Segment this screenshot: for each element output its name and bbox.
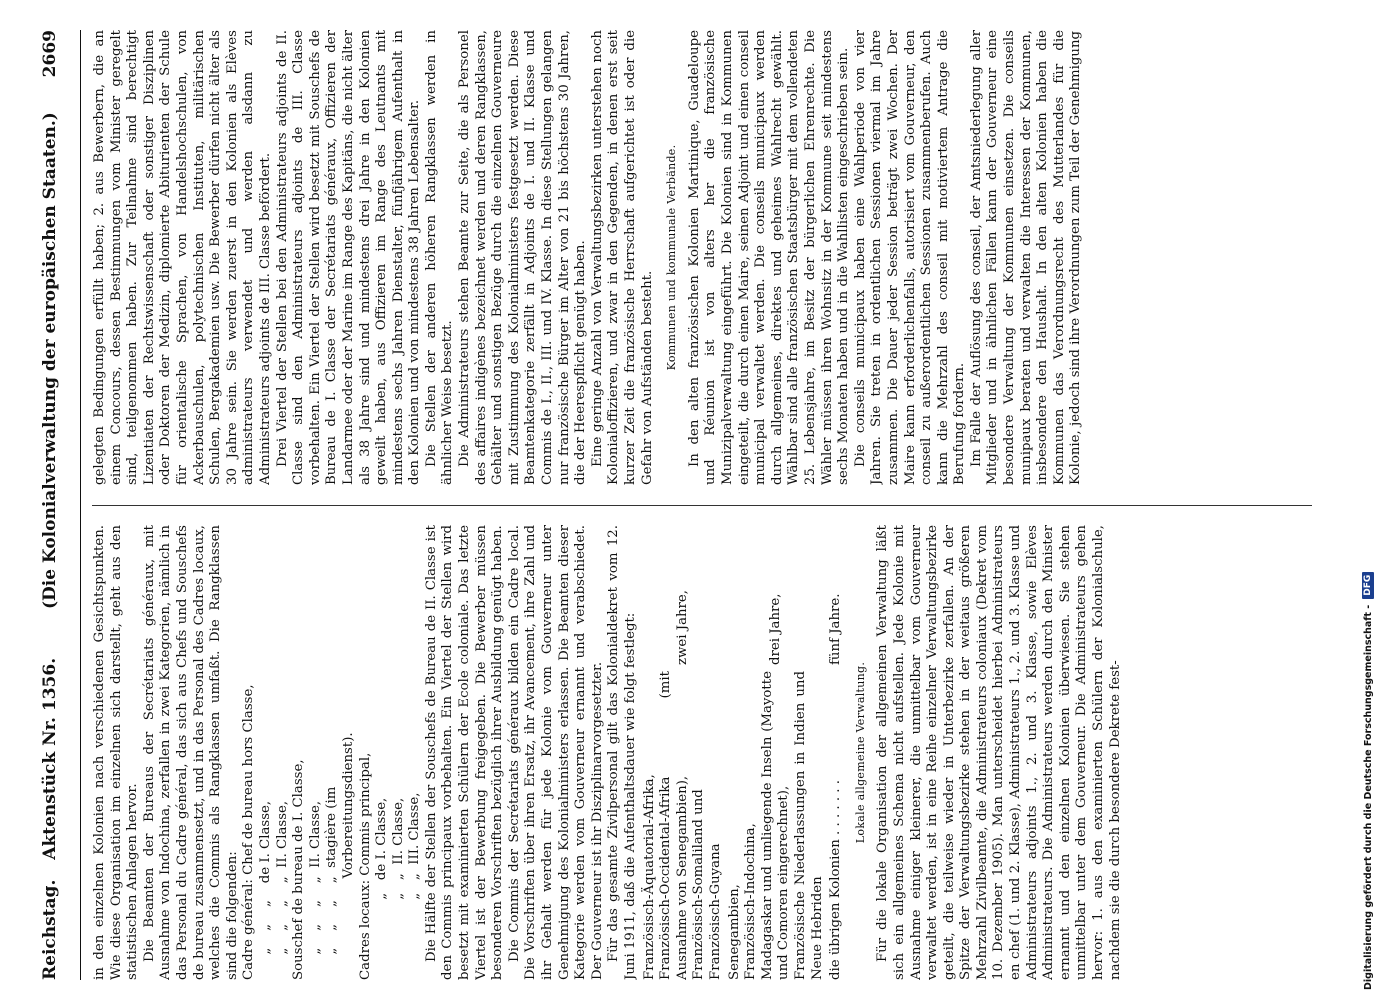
header-rule (80, 30, 81, 980)
list-item: Französisch-Occidental-Afrika (mit Ausnahme von Senegambien), (658, 671, 690, 980)
page-number: 2669 (40, 30, 60, 78)
paragraph: Die Stellen der anderen höheren Rangklassen werden in ähnlicher Weise besetzt. (423, 30, 456, 485)
header-reichstag: Reichstag. (40, 879, 60, 980)
list-item: „ „ III. Classe, (407, 792, 423, 980)
cadre-general-list (241, 525, 357, 980)
list-item: Französisch-Äquatorial-Afrika, (641, 774, 657, 980)
list-item: Französisch-Guyana (707, 843, 723, 980)
list-item: Souschef de bureau de I. Classe, (291, 759, 307, 980)
list-item: Madagaskar und umliegende Inseln (Mayotte und Comoren eingerechnet), (759, 671, 792, 980)
list-item: Französisch-Indochina, (743, 823, 759, 980)
left-column (92, 525, 1322, 980)
list-item: „ „ „ „ II. Classe, (274, 800, 290, 980)
paragraph: Für die lokale Organisation der allgemeinen Verwaltung läßt sich ein allgemeines Schema nicht aufstellen. Jede Kolonie mit Ausnahme einiger kleinerer, die unmittelbar vom Gouverneur verwaltet werden, ist in eine Reihe einzelner Verwaltungsbezirke geteilt, die teilweise wieder in Unterbezirke zerfallen. An der Spitze der Verwaltungsbezirke stehen in der weitaus größeren Mehrzahl Zivilbeamte, die Administrateurs coloniaux (Dekret vom 10. Dezember 1905). Man unterscheidet hierbei Administrateurs en chef (1. und 2. Klasse), Administrateurs 1., 2. und 3. Klasse und Administrateurs adjoints 1., 2. und 3. Klasse, sowie Elèves Administrateurs. Die Administrateurs werden durch den Minister ernannt und den einzelnen Kolonien überwiesen. Sie stehen unmittelbar unter dem Gouverneur. Die Administrateurs gehen hervor: 1. aus den examinierten Schülern der Kolonialschule, nachdem sie die durch besondere Dekrete fest- (875, 525, 1123, 980)
paragraph: Die Beamten der Bureaus der Secrétariats généraux, mit Ausnahme von Indochina, zerfallen in zwei Kategorien, nämlich in das Personal du Cadre général, das sich aus Chefs und Souschefs de bureau zusammensetzt, und in das Personal des Cadres locaux, welches die Commis als Rangklassen umfaßt. Die Rangklassen sind die folgenden: (141, 525, 240, 980)
list-item: die übrigen Kolonien . . . . . . . (828, 780, 844, 980)
section-heading: Kommunen und kommunale Verbände. (665, 144, 679, 371)
paragraph: Für das gesamte Zivilpersonal gilt das Kolonialdekret vom 12. Juni 1911, daß die Aufenthaltsdauer wie folgt festlegt: (606, 525, 638, 980)
header-left (40, 644, 60, 980)
paragraph: gelegten Bedingungen erfüllt haben; 2. aus Bewerbern, die an einem Concours, dessen Bestimmungen vom Minister geregelt sind, teilgenommen haben. Zur Teilnahme sind berechtigt Lizentiaten der Rechtswissenschaft oder sonstiger Disziplinen oder Doktoren der Medizin, diplomierte Abiturienten der Schule für orientalische Sprachen, von Handelshochschulen, von Ackerbauschulen, polytechnischen Instituten, militärischen Schulen, Bergakademien usw. Die Bewerber dürfen nicht älter als 30 Jahre sein. Sie werden zuerst in den Kolonien als Elèves administrateurs verwendet und werden alsdann zu Administrateurs adjoints de III. Classe befördert. (92, 30, 273, 485)
duration: fünf Jahre. (828, 593, 844, 665)
list-item: „ „ II. Classe, (390, 797, 406, 980)
paragraph: in den einzelnen Kolonien nach verschiedenen Gesichtspunkten. Wie diese Organisation im einzelnen sich darstellt, geht aus den statistischen Anlagen hervor. (92, 525, 141, 980)
column-divider (92, 505, 1312, 506)
list-item: Vorbereitungsdienst). (340, 732, 356, 980)
dfg-logo: DFG (1362, 572, 1374, 599)
list-item: Senegambien, (726, 884, 742, 980)
paragraph: Im Falle der Auflösung des conseil, der Amtsniederlegung aller Mitglieder und in ähnlichen Fällen kann der Gouverneur eine besondere Verwaltung der Kommunen einsetzen. Die conseils munipaux beraten und verwalten die Interessen der Kommunen, insbesondere den Haushalt. In den alten Kolonien haben die Kommunen das Verordnungsrecht des Mutterlandes für die Kolonie, jedoch sind ihre Verordnungen zum Teil der Genehmigung (968, 30, 1084, 485)
list-item: „ „ „ de I. Classe, (257, 800, 273, 980)
list-item: „ „ „ „ stagière (im (324, 786, 340, 980)
header-title: (Die Kolonialverwaltung der europäischen Staaten.) (40, 112, 60, 610)
paragraph: In den alten französischen Kolonien Martinique, Guadeloupe und Réunion ist von alters her die französische Munizipalverwaltung eingeführt. Die Kolonien sind in Kommunen eingeteilt, die durch einen Maire, seinen Adjoint und einen conseil municipal verwaltet werden. Die conseils municipaux werden durch allgemeines, direktes und geheimes Wahlrecht gewählt. Wählbar sind alle französischen Staatsbürger mit dem vollendeten 25. Lebensjahre, im Besitz der bürgerlichen Ehrenrechte. Die Wähler müssen ihren Wohnsitz in der Kommune seit mindestens sechs Monaten haben und in die Wahllisten eingeschrieben sein. (686, 30, 852, 485)
paragraph: Die Commis der Secrétariats généraux bilden ein Cadre local. Die Vorschriften über ihren Ersatz, ihr Avancement, ihre Zahl und ihr Gehalt werden für jede Kolonie vom Gouverneur unter Genehmigung des Kolonialministers erlassen. Die Beamten dieser Kategorie werden vom Gouverneur ernannt und verabschiedet. Der Gouverneur ist ihr Disziplinarvorgesetzter. (506, 525, 605, 980)
list-item: Cadres locaux: Commis principal, (357, 752, 373, 980)
right-column (92, 30, 1322, 485)
paragraph: Eine geringe Anzahl von Verwaltungsbezirken unterstehen noch Kolonialoffizieren, und zwar in den Gegenden, in denen erst seit kurzer Zeit die französische Herrschaft aufgerichtet ist oder die Gefahr von Aufständen besteht. (589, 30, 655, 485)
list-item: Französische Niederlassungen in Indien und Neue Hebriden (792, 671, 825, 980)
stay-group-c (828, 525, 845, 980)
stay-group-a (642, 525, 725, 980)
stay-group-b (727, 525, 827, 980)
paragraph: Die Administrateurs stehen Beamte zur Seite, die als Personel des affaires indigènes bezeichnet werden und deren Rangklassen, Gehälter und sonstigen Bezüge durch die einzelnen Gouverneure mit Zustimmung des Kolonialministers festgesetzt werden. Diese Beamtenkategorie zerfällt in Adjoints de I. und II. Klasse und Commis de I., II., III. und IV. Klasse. In diese Stellungen gelangen nur französische Bürger im Alter von 21 bis höchstens 30 Jahren, die der Heerespflicht genügt haben. (457, 30, 589, 485)
cadre-locaux-list (358, 525, 424, 980)
list-item: Französisch-Somaliland und (691, 789, 707, 980)
page-header (40, 30, 80, 980)
credit-text: Digitalisierung gefördert durch die Deutsche Forschungsgemeinschaft - (1362, 604, 1374, 990)
paragraph: Die Hälfte der Stellen der Souschefs de Bureau de II. Classe ist den Commis principaux vorbehalten. Ein Viertel der Stellen wird besetzt mit examinierten Schülern der Ecole coloniale. Das letzte Viertel ist der Bewerbung freigegeben. Die Bewerber müssen besonderen Vorschriften bezüglich ihrer Ausbildung genügt haben. (423, 525, 506, 980)
duration: zwei Jahre, (674, 589, 690, 665)
header-aktenstueck: Aktenstück Nr. 1356. (40, 657, 60, 860)
document-page (40, 30, 1340, 980)
list-item: „ de I. Classe, (374, 797, 390, 980)
list-item: „ „ „ „ II. Classe, (307, 800, 323, 980)
paragraph: Drei Viertel der Stellen bei den Administrateurs adjoints de II. Classe sind den Administrateurs adjoints de III. Classe vorbehalten. Ein Viertel der Stellen wird besetzt mit Souschefs de Bureau de I. Classe der Secrétariats généraux, Offizieren der Landarmee oder der Marine im Range des Kapitäns, die nicht älter als 38 Jahre sind und mindestens drei Jahre in den Kolonien geweilt haben, aus Offizieren im Range des Leutnants mit mindestens sechs Jahren Dienstalter, fünfjährigem Aufenthalt in den Kolonien und von mindestens 38 Jahren Lebensalter. (274, 30, 423, 485)
paragraph: Die conseils municipaux haben eine Wahlperiode von vier Jahren. Sie treten in ordentlichen Sessionen viermal im Jahre zusammen. Die Dauer jeder Session beträgt zwei Wochen. Der Maire kann erforderlichenfalls, autorisiert vom Gouverneur, den conseil zu außerordentlichen Sessionen zusammenberufen. Auch kann die Mehrzahl des conseil mit motiviertem Antrage die Berufung fordern. (852, 30, 968, 485)
list-item: Cadre général: Chef de bureau hors Classe, (241, 684, 257, 980)
digitization-credit (1362, 0, 1374, 990)
duration: drei Jahre, (768, 593, 784, 665)
section-heading: Lokale allgemeine Verwaltung. (853, 661, 867, 844)
